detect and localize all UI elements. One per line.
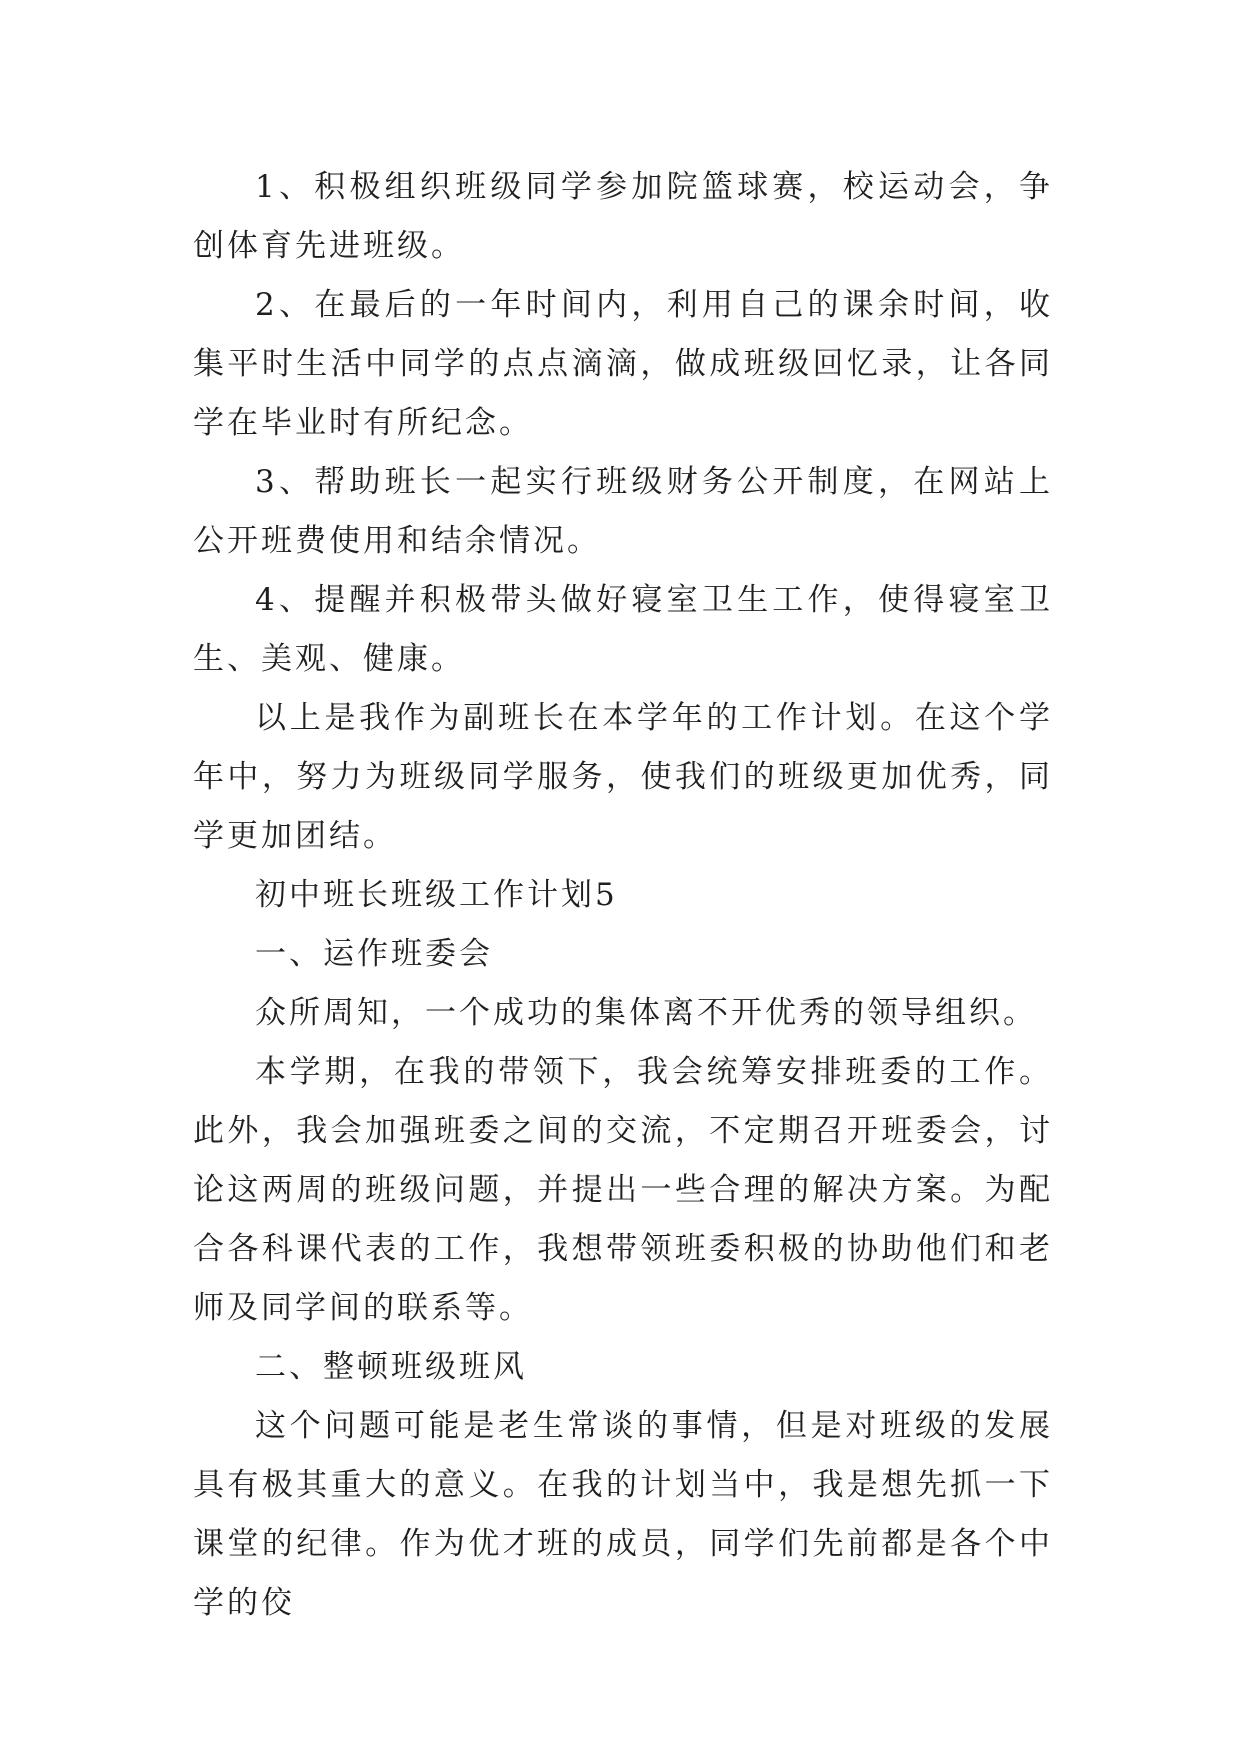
paragraph-class-style: 这个问题可能是老生常谈的事情，但是对班级的发展具有极其重大的意义。在我的计划当中，我是想先抓一下课堂的纪律。作为优才班的成员，同学们先前都是各个中学的佼 (193, 1408, 1053, 1621)
paragraph-committee-intro: 众所周知，一个成功的集体离不开优秀的领导组织。 (255, 995, 1037, 1031)
paragraph-item-4: 4、提醒并积极带头做好寝室卫生工作，使得寝室卫生、美观、健康。 (193, 582, 1053, 677)
paragraph-committee-plan: 本学期，在我的带领下，我会统筹安排班委的工作。此外，我会加强班委之间的交流，不定期召开班委会，讨论这两周的班级问题，并提出一些合理的解决方案。为配合各科课代表的工作，我想带领班委积极的协助他们和老师及同学间的联系等。 (193, 1054, 1053, 1326)
paragraph-item-2: 2、在最后的一年时间内，利用自己的课余时间，收集平时生活中同学的点点滴滴，做成班级回忆录，让各同学在毕业时有所纪念。 (193, 287, 1053, 441)
section-title: 初中班长班级工作计划5 (255, 877, 618, 913)
paragraph-item-1: 1、积极组织班级同学参加院篮球赛，校运动会，争创体育先进班级。 (193, 169, 1053, 264)
subheading-committee: 一、运作班委会 (255, 936, 493, 972)
paragraph-item-3: 3、帮助班长一起实行班级财务公开制度，在网站上公开班费使用和结余情况。 (193, 464, 1053, 559)
paragraph-summary: 以上是我作为副班长在本学年的工作计划。在这个学年中，努力为班级同学服务，使我们的班级更加优秀，同学更加团结。 (193, 700, 1053, 854)
subheading-class-style: 二、整顿班级班风 (255, 1349, 527, 1385)
document-body (193, 158, 1053, 1633)
